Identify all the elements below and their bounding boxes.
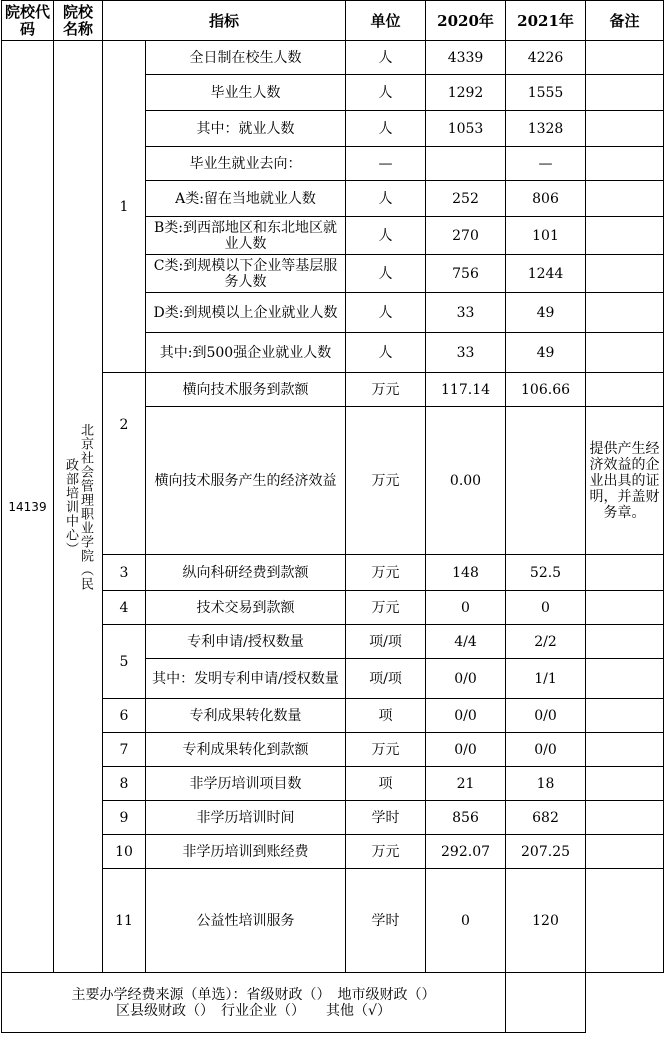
- row-label: 非学历培训到账经费: [146, 835, 346, 869]
- row-value-2020: [426, 147, 506, 181]
- statistics-table: [1, 0, 664, 1033]
- row-value-2021: 1555: [506, 75, 586, 111]
- row-value-2021: 1/1: [506, 659, 586, 699]
- row-value-2021: 0: [506, 591, 586, 625]
- row-value-2020: 1053: [426, 111, 506, 147]
- row-value-2021: 49: [506, 333, 586, 373]
- school-name-text: 北京社会管理职业学院（民政部培训中心）: [63, 422, 93, 591]
- row-value-2021: 0/0: [506, 733, 586, 767]
- row-remark: [586, 555, 664, 591]
- row-label: 技术交易到款额: [146, 591, 346, 625]
- row-value-2020: 292.07: [426, 835, 506, 869]
- row-number: 3: [103, 555, 146, 591]
- row-number: 2: [103, 373, 146, 555]
- row-label: 专利成果转化到款额: [146, 733, 346, 767]
- school-code-cell: 14139: [2, 41, 54, 973]
- row-number: 10: [103, 835, 146, 869]
- row-unit: 万元: [346, 835, 426, 869]
- row-value-2020: 0/0: [426, 699, 506, 733]
- row-remark: [586, 373, 664, 407]
- footer-row: [2, 973, 664, 1033]
- row-remark: [586, 333, 664, 373]
- row-remark: [586, 217, 664, 255]
- row-remark: [586, 835, 664, 869]
- row-value-2020: 756: [426, 255, 506, 293]
- row-remark: [586, 41, 664, 75]
- school-name-cell: [54, 41, 103, 973]
- row-label: 纵向科研经费到款额: [146, 555, 346, 591]
- row-unit: 万元: [346, 407, 426, 555]
- row-remark: [586, 733, 664, 767]
- row-unit: —: [346, 147, 426, 181]
- row-unit: 人: [346, 41, 426, 75]
- header-2021: 2021年: [506, 1, 586, 41]
- row-value-2021: 49: [506, 293, 586, 333]
- row-number: 9: [103, 801, 146, 835]
- row-value-2021: 0/0: [506, 699, 586, 733]
- row-unit: 万元: [346, 373, 426, 407]
- row-unit: 人: [346, 181, 426, 217]
- table-row: [2, 41, 664, 75]
- row-value-2020: 0: [426, 591, 506, 625]
- header-2020: 2020年: [426, 1, 506, 41]
- row-label: 毕业生就业去向：: [146, 147, 346, 181]
- row-label: 毕业生人数: [146, 75, 346, 111]
- row-value-2021: 52.5: [506, 555, 586, 591]
- row-value-2020: 4/4: [426, 625, 506, 659]
- row-unit: 人: [346, 111, 426, 147]
- row-label: 其中：就业人数: [146, 111, 346, 147]
- row-unit: 学时: [346, 801, 426, 835]
- row-value-2020: 117.14: [426, 373, 506, 407]
- row-remark: [586, 293, 664, 333]
- row-label: A类:留在当地就业人数: [146, 181, 346, 217]
- row-unit: 项: [346, 767, 426, 801]
- row-value-2021: [506, 407, 586, 555]
- row-value-2020: 1292: [426, 75, 506, 111]
- funding-source-line-1: 主要办学经费来源（单选）：省级财政（） 地市级财政（）: [71, 986, 436, 1003]
- row-remark: 提供产生经济效益的企业出具的证明，并盖财务章。: [586, 407, 664, 555]
- row-value-2020: 21: [426, 767, 506, 801]
- row-remark: [586, 767, 664, 801]
- row-number: 11: [103, 869, 146, 973]
- row-value-2021: 106.66: [506, 373, 586, 407]
- row-value-2020: 0/0: [426, 733, 506, 767]
- row-unit: 学时: [346, 869, 426, 973]
- row-unit: 万元: [346, 591, 426, 625]
- row-value-2020: 0/0: [426, 659, 506, 699]
- row-remark: [586, 181, 664, 217]
- row-value-2021: 4226: [506, 41, 586, 75]
- header-school-name: 院校名称: [54, 1, 103, 41]
- row-remark: [586, 147, 664, 181]
- row-value-2020: 33: [426, 333, 506, 373]
- row-value-2021: 682: [506, 801, 586, 835]
- row-value-2020: 0: [426, 869, 506, 973]
- row-remark: [586, 699, 664, 733]
- row-label: 专利成果转化数量: [146, 699, 346, 733]
- row-value-2021: 207.25: [506, 835, 586, 869]
- row-label: 全日制在校生人数: [146, 41, 346, 75]
- row-value-2021: 18: [506, 767, 586, 801]
- row-remark: [586, 659, 664, 699]
- row-number: 1: [103, 41, 146, 373]
- row-value-2020: 4339: [426, 41, 506, 75]
- funding-source-line-2: 区县级财政（） 行业企业（） 其他（√）: [116, 1002, 391, 1019]
- row-label: 横向技术服务到款额: [146, 373, 346, 407]
- row-remark: [586, 625, 664, 659]
- row-label: 其中：发明专利申请/授权数量: [146, 659, 346, 699]
- row-unit: 项/项: [346, 659, 426, 699]
- row-label: 其中:到500强企业就业人数: [146, 333, 346, 373]
- row-value-2020: 0.00: [426, 407, 506, 555]
- row-unit: 万元: [346, 733, 426, 767]
- row-label: C类:到规模以下企业等基层服务人数: [146, 255, 346, 293]
- row-label: 非学历培训项目数: [146, 767, 346, 801]
- row-unit: 人: [346, 333, 426, 373]
- row-remark: [586, 869, 664, 973]
- row-label: 公益性培训服务: [146, 869, 346, 973]
- row-value-2021: 120: [506, 869, 586, 973]
- row-value-2021: 806: [506, 181, 586, 217]
- row-remark: [586, 255, 664, 293]
- row-unit: 万元: [346, 555, 426, 591]
- row-value-2021: —: [506, 147, 586, 181]
- row-number: 4: [103, 591, 146, 625]
- row-label: 专利申请/授权数量: [146, 625, 346, 659]
- header-school-code: 院校代码: [2, 1, 54, 41]
- row-unit: 项: [346, 699, 426, 733]
- funding-source-cell: [2, 973, 506, 1033]
- row-number: 8: [103, 767, 146, 801]
- row-unit: 人: [346, 293, 426, 333]
- row-remark: [586, 801, 664, 835]
- row-value-2020: 252: [426, 181, 506, 217]
- row-label: 横向技术服务产生的经济效益: [146, 407, 346, 555]
- row-label: B类:到西部地区和东北地区就业人数: [146, 217, 346, 255]
- header-row: [2, 1, 664, 41]
- row-value-2020: 33: [426, 293, 506, 333]
- header-index: 指标: [103, 1, 346, 41]
- header-remark: 备注: [586, 1, 664, 41]
- row-value-2020: 270: [426, 217, 506, 255]
- row-unit: 人: [346, 75, 426, 111]
- row-label: 非学历培训时间: [146, 801, 346, 835]
- row-value-2021: 101: [506, 217, 586, 255]
- row-number: 7: [103, 733, 146, 767]
- row-number: 5: [103, 625, 146, 699]
- row-unit: 项/项: [346, 625, 426, 659]
- row-remark: [586, 111, 664, 147]
- row-value-2021: 1244: [506, 255, 586, 293]
- row-remark: [586, 75, 664, 111]
- row-number: 6: [103, 699, 146, 733]
- row-label: D类:到规模以上企业就业人数: [146, 293, 346, 333]
- row-value-2020: 856: [426, 801, 506, 835]
- row-value-2020: 148: [426, 555, 506, 591]
- row-unit: 人: [346, 255, 426, 293]
- header-unit: 单位: [346, 1, 426, 41]
- footer-empty-cell: [506, 973, 586, 1033]
- row-value-2021: 1328: [506, 111, 586, 147]
- row-unit: 人: [346, 217, 426, 255]
- row-remark: [586, 591, 664, 625]
- row-value-2021: 2/2: [506, 625, 586, 659]
